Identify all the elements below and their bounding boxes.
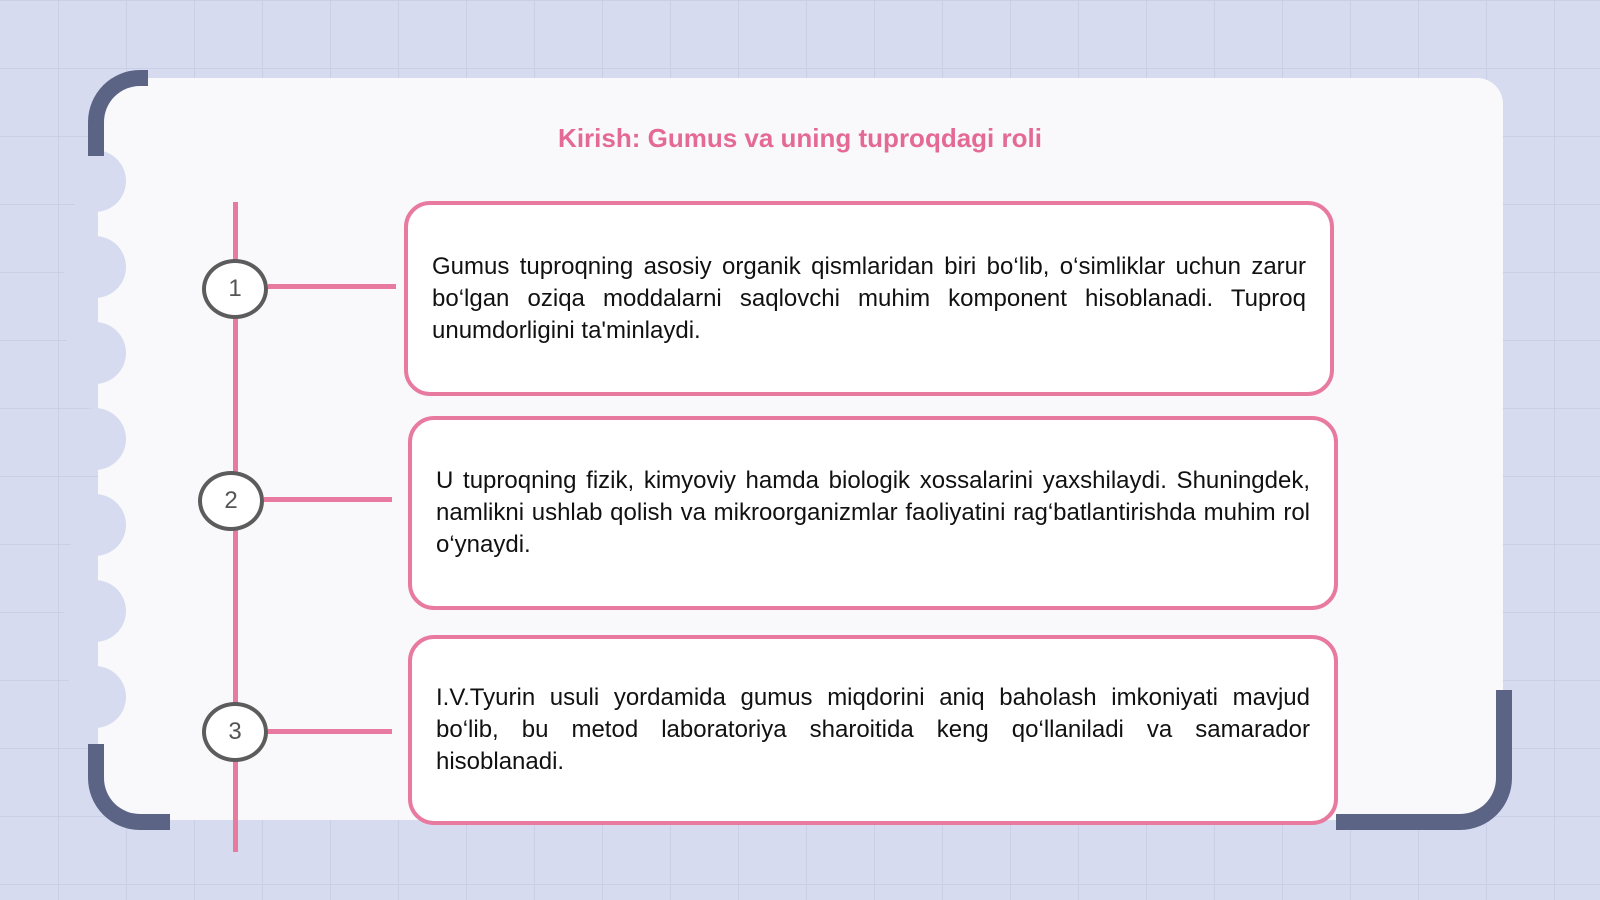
step-text-3: I.V.Tyurin usuli yordamida gumus miqdorini aniq baholash imkoniyati mavjud bo‘lib, bu metod laboratoriya sharoitida keng qo‘llaniladi va samarador hisoblanadi. (436, 684, 1310, 775)
card-scallop (64, 580, 126, 642)
card-scallop (64, 494, 126, 556)
step-connector (268, 284, 396, 289)
corner-bracket-bottom-right (1336, 690, 1512, 830)
slide-title: Kirish: Gumus va uning tuproqdagi roli (558, 123, 1042, 153)
card-scallop (64, 408, 126, 470)
step-connector (268, 729, 392, 734)
card-scallop (64, 322, 126, 384)
card-scallop (64, 666, 126, 728)
step-number-2: 2 (198, 471, 264, 531)
step-box-1 (404, 201, 1334, 396)
card-scallop (64, 150, 126, 212)
step-box-2 (408, 416, 1338, 610)
step-text-2: U tuproqning fizik, kimyoviy hamda biologik xossalarini yaxshilaydi. Shuningdek, namlikni ushlab qolish va mikroorganizmlar faoliyatini rag‘batlantirishda muhim rol o‘ynaydi. (436, 467, 1310, 558)
step-connector (264, 497, 392, 502)
step-box-3 (408, 635, 1338, 825)
step-number-3: 3 (202, 702, 268, 762)
step-number-1: 1 (202, 259, 268, 319)
card-scallop (64, 236, 126, 298)
step-text-1: Gumus tuproqning asosiy organik qismlaridan biri bo‘lib, o‘simliklar uchun zarur bo‘lgan oziqa moddalarni saqlovchi muhim komponent hisoblanadi. Tuproq unumdorligini ta'minlaydi. (432, 252, 1306, 344)
corner-bracket-bottom-left (88, 744, 170, 830)
